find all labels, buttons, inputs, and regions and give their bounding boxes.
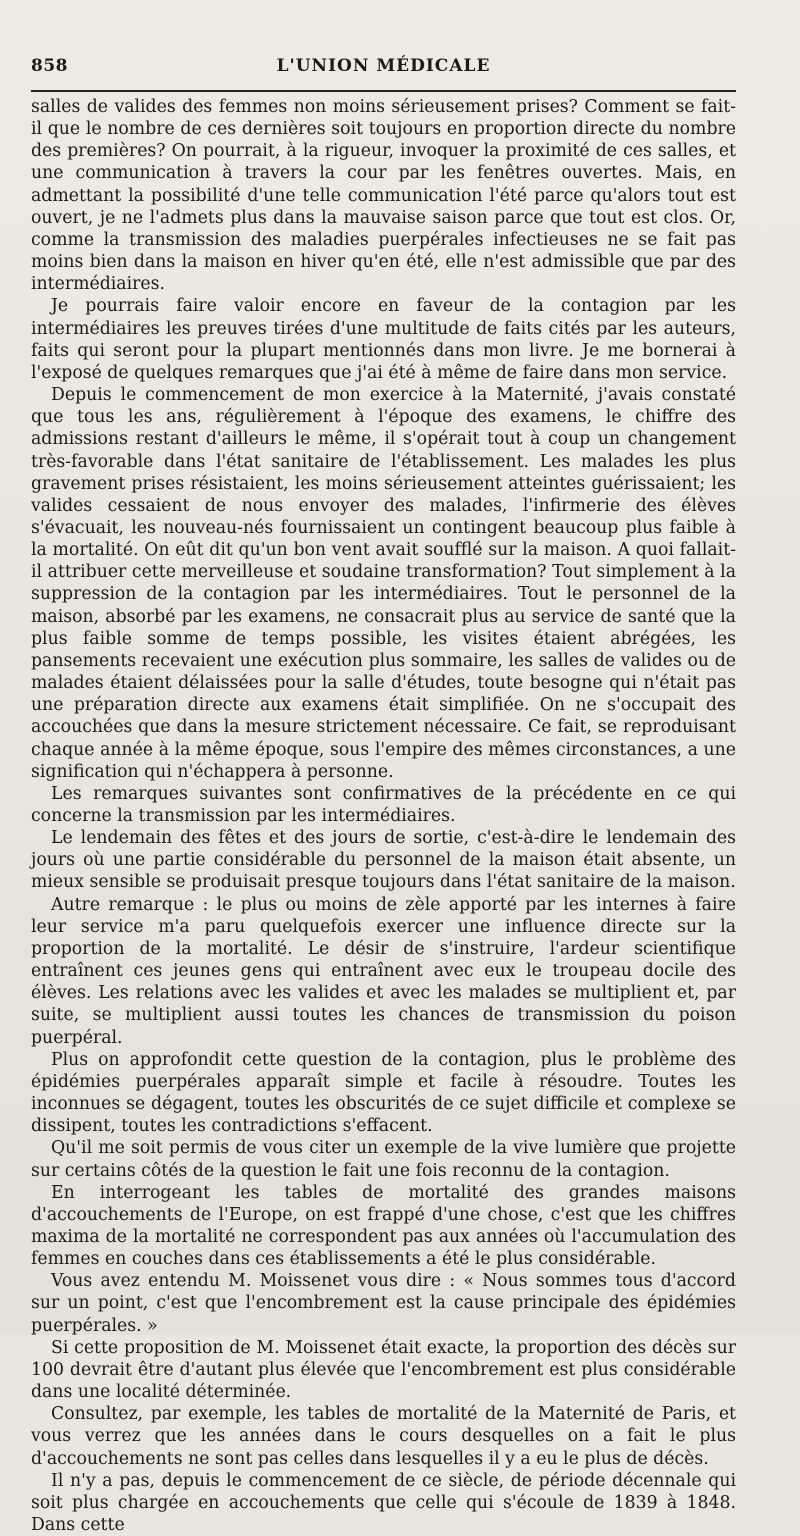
paragraph-10: Vous avez entendu M. Moissenet vous dire : « Nous sommes tous d'accord sur un point, c'est que l'encombrement est la cause principale des épidémies puerpérales. » [31, 1271, 736, 1336]
paragraph-8: Qu'il me soit permis de vous citer un exemple de la vive lumière que projette sur certains côtés de la question le fait une fois reconnu de la contagion. [31, 1138, 736, 1181]
body-text [31, 96, 736, 1536]
paragraph-2: Je pourrais faire valoir encore en faveur de la contagion par les intermédiaires les preuves tirées d'une multitude de faits cités par les auteurs, faits qui seront pour la plupart mentionnés dans mon livre. Je me bornerai à l'exposé de quelques remarques que j'ai été à même de faire dans mon service. [31, 296, 736, 383]
paragraph-13: Il n'y a pas, depuis le commencement de ce siècle, de période décennale qui soit plus chargée en accouchements que celle qui s'écoule de 1839 à 1848. Dans cette [31, 1470, 736, 1535]
running-title: L'UNION MÉDICALE [276, 56, 491, 76]
paragraph-9: En interrogeant les tables de mortalité des grandes maisons d'accouchements de l'Europe, on est frappé d'une chose, c'est que les chiffres maxima de la mortalité ne correspondent pas aux années où l'accumulation des femmes en couches dans ces établissements a été le plus considérable. [31, 1182, 736, 1270]
page-number: 858 [31, 56, 68, 76]
paragraph-1: salles de valides des femmes non moins sérieusement prises? Comment se fait-il que le nombre de ces dernières soit toujours en proportion directe du nombre des premières? On pourrait, à la rigueur, invoquer la proximité de ces salles, et une communication à travers la cour par les fenêtres ouvertes. Mais, en admettant la possibilité d'une telle communication l'été parce qu'alors tout est ouvert, je ne l'admets plus dans la mauvaise saison parce que tout est clos. Or, comme la transmission des maladies puerpérales infectieuses ne se fait pas moins bien dans la maison en hiver qu'en été, elle n'est admissible que par des intermédiaires. [31, 97, 736, 295]
paragraph-5: Le lendemain des fêtes et des jours de sortie, c'est-à-dire le lendemain des jours où une partie considérable du personnel de la maison était absente, un mieux sensible se produisait presque toujours dans l'état sanitaire de la maison. [31, 828, 736, 893]
paragraph-12: Consultez, par exemple, les tables de mortalité de la Maternité de Paris, et vous verrez que les années dans le cours desquelles on a fait le plus d'accouchements ne sont pas celles dans lesquelles il y a eu le plus de décès. [31, 1404, 736, 1469]
paragraph-11: Si cette proposition de M. Moissenet était exacte, la proportion des décès sur 100 devrait être d'autant plus élevée que l'encombrement est plus considérable dans une localité déterminée. [31, 1337, 736, 1403]
page-header [31, 56, 736, 86]
paragraph-6: Autre remarque : le plus ou moins de zèle apporté par les internes à faire leur service m'a paru quelquefois exercer une influence directe sur la proportion de la mortalité. Le désir de s'instruire, l'ardeur scientifique entraînent ces jeunes gens qui entraînent avec eux le troupeau docile des élèves. Les relations avec les valides et avec les malades se multiplient et, par suite, se multiplient aussi toutes les chances de transmission du poison puerpéral. [31, 894, 736, 1048]
paragraph-4: Les remarques suivantes sont confirmatives de la précédente en ce qui concerne la transmission par les intermédiaires. [31, 783, 736, 826]
header-rule [31, 90, 736, 92]
paragraph-7: Plus on approfondit cette question de la contagion, plus le problème des épidémies puerpérales apparaît simple et facile à résoudre. Toutes les inconnues se dégagent, toutes les obscurités de ce sujet difficile et complexe se dissipent, toutes les contradictions s'effacent. [31, 1049, 736, 1137]
paragraph-3: Depuis le commencement de mon exercice à la Maternité, j'avais constaté que tous les ans, régulièrement à l'époque des examens, le chiffre des admissions restant d'ailleurs le même, il s'opérait tout à coup un changement très-favorable dans l'état sanitaire de l'établissement. Les malades les plus gravement prises résistaient, les moins sérieusement atteintes guérissaient; les valides cessaient de nous envoyer des malades, l'infirmerie des élèves s'évacuait, les nouveau-nés fournissaient un contingent beaucoup plus faible à la mortalité. On eût dit qu'un bon vent avait soufflé sur la maison. A quoi fallait-il attribuer cette merveilleuse et soudaine transformation? Tout simplement à la suppression de la contagion par les intermédiaires. Tout le personnel de la maison, absorbé par les examens, ne consacrait plus au service de santé que la plus faible somme de temps possible, les visites étaient abrégées, les pansements recevaient une exécution plus sommaire, les salles de valides ou de malades étaient délaissées pour la salle d'études, toute besogne qui n'était pas une préparation directe aux examens était simplifiée. On ne s'occupait des accouchées que dans la mesure strictement nécessaire. Ce fait, se reproduisant chaque année à la même époque, sous l'empire des mêmes circonstances, a une signification qui n'échappera à personne. [31, 385, 736, 782]
